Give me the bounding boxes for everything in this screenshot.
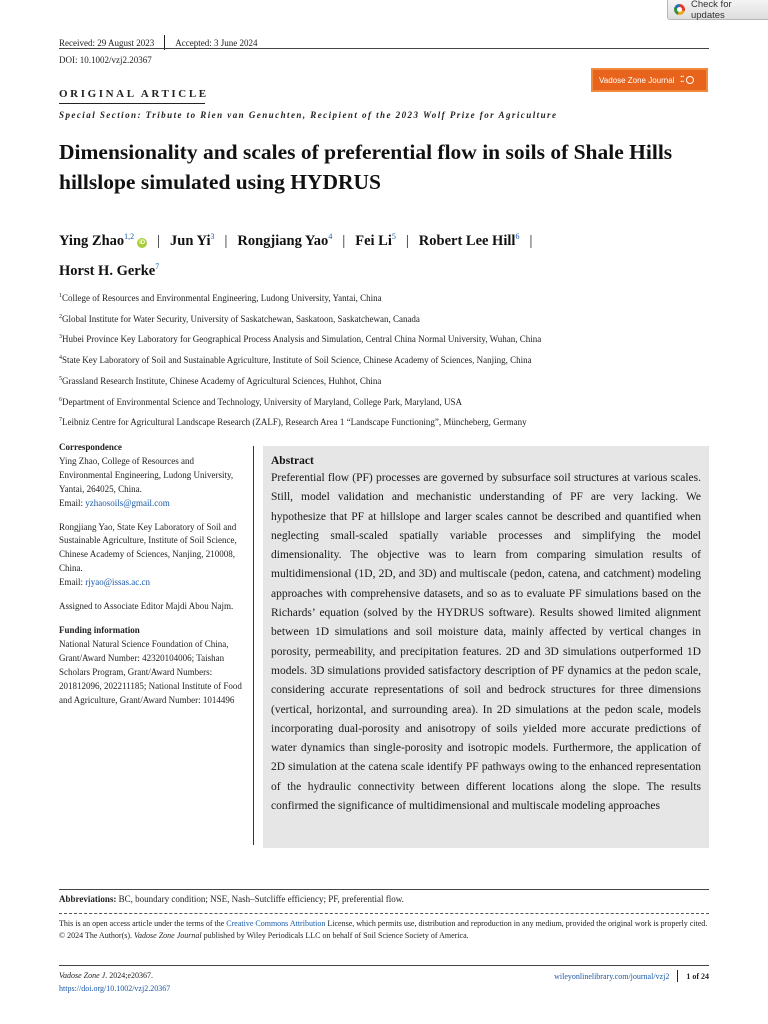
author[interactable]: Jun Yi$^3$ <box>170 232 215 249</box>
author[interactable]: Fei Li$^5$ <box>355 232 396 249</box>
abstract-text: Preferential flow (PF) processes are governed by subsurface soil structures at various scales. Still, model validation and mechanistic understanding of PF are very lacking. We hypothesize that PF at hillslope and larger scales cannot be described and quantified when neglecting small-scaled spatially variable processes and simplifying the model dimensionality. The objective was to learn from comparing simulation results of multidimensional (1D, 2D, and 3D) and multiscale (pedon, catena, and catchment) modeling approaches with comprehensive datasets, and so as to evaluate PF simulations based on the Richards’ equation (solved by the HYDRUS software). Results showed limited alignment between 1D simulations and soil moisture data, mainly affected by vertical changes in porosity, permeability, and precipitation features. 2D and 3D simulations outperformed 1D models. 3D simulations provided satisfactory description of PF dynamics at the pedon scale, considering accurate representations of soil and bedrock structures for three dimensions (vertical, horizontal, and surrounding area). In 2D simulations at the pedon scale, models incorporating dual-porosity and anisotropy of soils yielded more accurate predictions of water dynamics than single-porosity and isotropic models. Furthermore, the application of 2D simulation at the catena scale identify PF pathways owing to the enhanced representation of the hydraulic connectivity between different locations along the slope. The results confirmed the significance of multidimensional and multiscale modeling approaches <box>271 472 701 813</box>
crossmark-icon <box>674 4 685 15</box>
abbreviations-rule <box>59 889 709 890</box>
author[interactable]: Ying Zhao$^{1,2}$ <box>59 232 135 249</box>
journal-mark-icon: ▪▪ ▪▪ <box>680 74 685 85</box>
accepted-date: Accepted: 3 June 2024 <box>175 37 258 48</box>
journal-badge-label: Vadose Zone Journal <box>599 75 675 85</box>
affiliation: $^7$Leibniz Centre for Agricultural Landscape Research (ZALF), Research Area 1 “Landscape Functioning”, Müncheberg, Germany <box>59 417 527 428</box>
license-divider <box>59 913 709 914</box>
correspondence-heading: Correspondence <box>59 442 122 452</box>
article-title: Dimensionality and scales of preferential flow in soils of Shale Hills hillslope simulated using HYDRUS <box>59 140 673 194</box>
abbreviations: Abbreviations: BC, boundary condition; NSE, Nash–Sutcliffe efficiency; PF, preferential flow. <box>59 894 404 904</box>
received-date: Received: 29 August 2023 <box>59 37 155 48</box>
footer-rule <box>59 965 709 966</box>
author[interactable]: Rongjiang Yao$^4$ <box>237 232 333 249</box>
correspondence-entry: Ying Zhao, College of Resources and Environmental Engineering, Ludong University, Yantai, 264025, China. Email: yzhaosoils@gmail.com <box>59 455 234 508</box>
doi: DOI: 10.1002/vzj2.20367 <box>59 55 152 65</box>
cc-license-link[interactable]: Creative Commons Attribution <box>226 919 326 928</box>
email-link[interactable]: rjyao@issas.ac.cn <box>85 577 151 588</box>
orcid-icon[interactable]: iD <box>139 240 146 246</box>
funding-text: National Natural Science Foundation of China, Grant/Award Number: 42320104006; Taishan Scholars Program, Grant/Award Numbers: 201812096, 202211185; National Institute of Food and Agriculture, Grant/Award Number: 1014496 <box>59 638 242 705</box>
author[interactable]: Horst H. Gerke$^7$ <box>59 262 160 279</box>
abstract-heading: Abstract <box>271 455 314 467</box>
journal-open-icon <box>686 76 694 84</box>
abstract-box <box>263 446 709 848</box>
article-type: ORIGINAL ARTICLE <box>59 88 209 100</box>
special-section: Special Section: Tribute to Rien van Genuchten, Recipient of the 2023 Wolf Prize for Agriculture <box>59 110 558 120</box>
correspondence-entry: Rongjiang Yao, State Key Laboratory of Soil and Sustainable Agriculture, Institute of Soil Science, Chinese Academy of Sciences, Nanjing, 210008, China. Email: rjyao@issas.ac.cn <box>59 521 237 588</box>
email-link[interactable]: yzhaosoils@gmail.com <box>85 497 170 508</box>
affiliation: $^2$Global Institute for Water Security, University of Saskatchewan, Saskatoon, Saskatchewan, Canada <box>59 313 420 324</box>
footer-right <box>530 970 709 982</box>
header-rule <box>59 48 709 49</box>
footer-separator <box>677 970 678 982</box>
journal-site-link[interactable]: wileyonlinelibrary.com/journal/vzj2 <box>554 971 670 981</box>
affiliation: $^1$College of Resources and Environmental Engineering, Ludong University, Yantai, China <box>59 293 382 303</box>
affiliation: $^4$State Key Laboratory of Soil and Sustainable Agriculture, Institute of Soil Science, Chinese Academy of Sciences, Nanjing, China <box>59 355 532 366</box>
affiliation: $^6$Department of Environmental Science and Technology, University of Maryland, College Park, Maryland, USA <box>59 396 463 407</box>
check-for-updates-button[interactable] <box>667 0 768 20</box>
journal-badge[interactable] <box>591 68 708 92</box>
sidebar <box>59 441 249 707</box>
funding-heading: Funding information <box>59 624 140 635</box>
affiliation: $^3$Hubei Province Key Laboratory for Geographical Process Analysis and Simulation, Central China Normal University, Wuhan, China <box>59 334 542 345</box>
editor-note: Assigned to Associate Editor Majdi Abou Najm. <box>59 601 234 612</box>
check-for-updates-label: Check for updates <box>690 0 732 21</box>
affiliation: $^5$Grassland Research Institute, Chinese Academy of Agricultural Sciences, Huhhot, China <box>59 375 382 386</box>
author-list: Ying Zhao$^{1,2}$iD | Jun Yi$^3$ | Rongjiang Yao$^4$ | Fei Li$^5$ | Robert Lee Hill$^6$ | Horst H. Gerke$^7$ <box>59 232 533 279</box>
article-type-rule <box>59 103 205 104</box>
author[interactable]: Robert Lee Hill$^6$ <box>418 232 520 249</box>
license-text: This is an open access article under the terms of the Creative Commons Attribution License, which permits use, distribution and reproduction in any medium, provided the original work is properly cited. © 2024 The Author(s). Vadose Zone Journal published by Wiley Periodicals LLC on behalf of Soil Science Society of America. <box>59 919 708 940</box>
affiliations <box>59 287 729 432</box>
sidebar-divider <box>253 446 254 845</box>
page-number: 1 of 24 <box>686 971 709 981</box>
doi-link[interactable]: https://doi.org/10.1002/vzj2.20367 <box>59 983 171 993</box>
footer-citation: Vadose Zone J. 2024;e20367. https://doi.org/10.1002/vzj2.20367 <box>59 971 171 993</box>
